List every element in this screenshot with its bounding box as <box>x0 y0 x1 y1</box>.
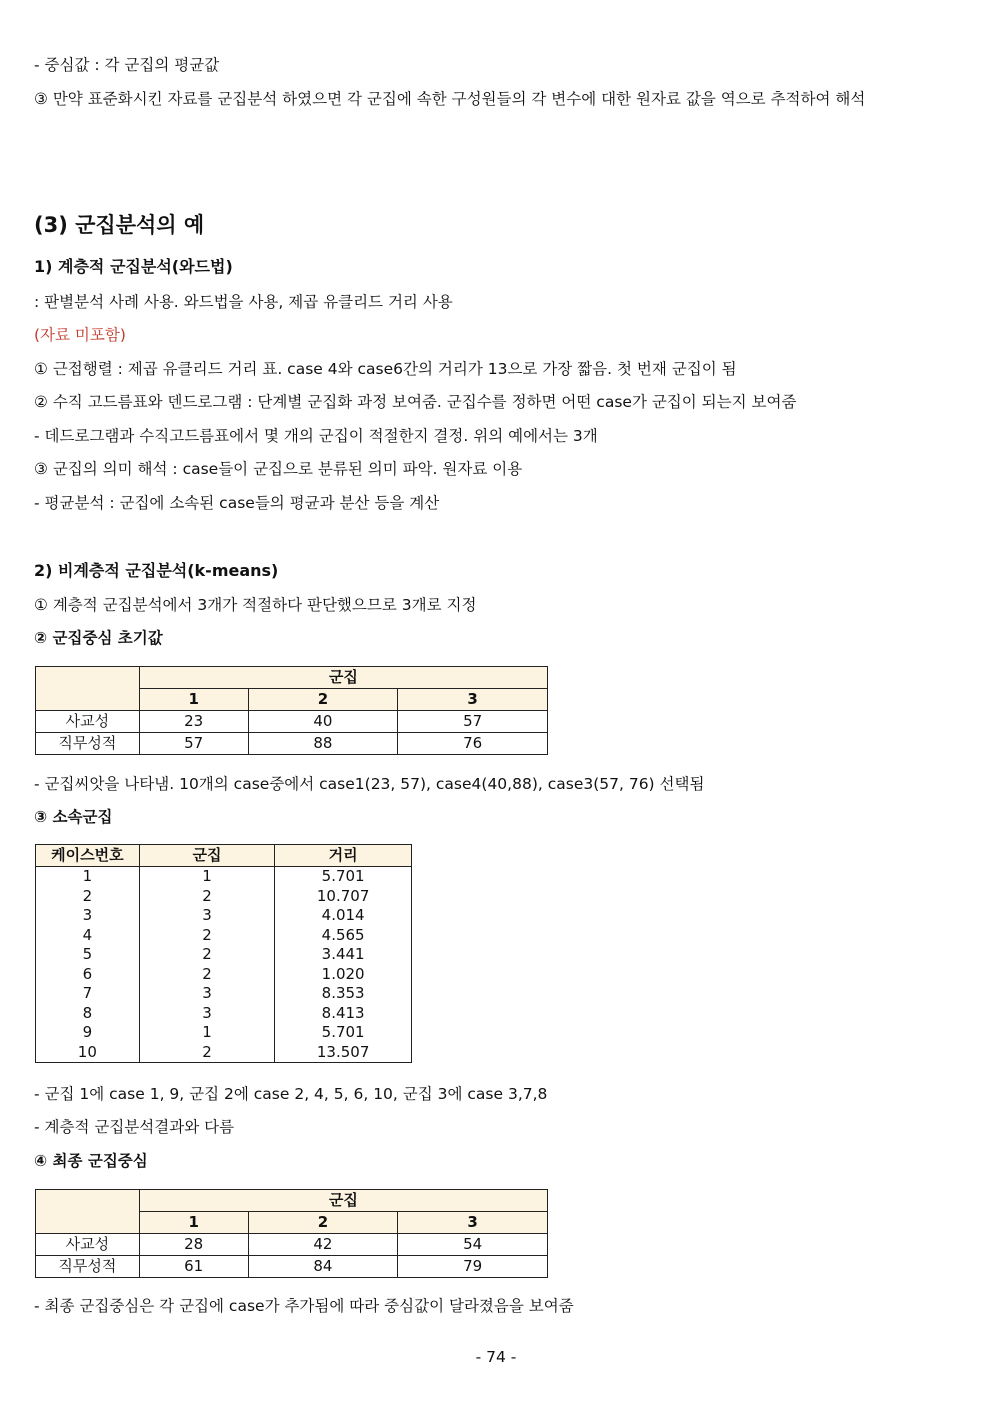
table-row <box>36 1256 548 1278</box>
table-cell: 5.701 <box>275 867 412 887</box>
table-cell: 84 <box>248 1256 398 1278</box>
table-cell: 2 <box>139 926 275 946</box>
table-cell: 76 <box>398 733 548 755</box>
text-line-note-red: (자료 미포함) <box>34 326 126 344</box>
text-line-difference: - 계층적 군집분석결과와 다름 <box>34 1118 235 1136</box>
text-line-seeds: - 군집씨앗을 나타냄. 10개의 case중에서 case1(23, 57), case4(40,88), case3(57, 76) 선택됨 <box>34 775 705 793</box>
text-line-membership-summary: - 군집 1에 case 1, 9, 군집 2에 case 2, 4, 5, 6, 10, 군집 3에 case 3,7,8 <box>34 1085 548 1103</box>
label-initial-centers: ② 군집중심 초기값 <box>34 629 163 647</box>
table-cell: 5.701 <box>275 1023 412 1043</box>
table-membership <box>35 844 412 1063</box>
table-col-header: 2 <box>248 689 398 711</box>
table-final-centers <box>35 1189 548 1278</box>
text-line-method: : 판별분석 사례 사용. 와드법을 사용, 제곱 유클리드 거리 사용 <box>34 293 453 311</box>
table-cell: 61 <box>139 1256 248 1278</box>
table-cell: 2 <box>139 887 275 907</box>
text-line-k-selection: ① 계층적 군집분석에서 3개가 적절하다 판단했으므로 3개로 지정 <box>34 596 477 614</box>
section-title: (3) 군집분석의 예 <box>34 213 205 237</box>
table-cell: 88 <box>248 733 398 755</box>
text-line-centroid-def: - 중심값 : 각 군집의 평균값 <box>34 56 220 74</box>
text-line-dendrogram: - 데드로그램과 수직고드름표에서 몇 개의 군집이 적절한지 결정. 위의 예에서는 3개 <box>34 427 598 445</box>
table-cell: 7 <box>36 984 140 1004</box>
table-cell: 23 <box>139 711 248 733</box>
table-cell: 3 <box>36 906 140 926</box>
table-group-header: 군집 <box>139 1190 547 1212</box>
table-row <box>36 926 412 946</box>
table-row <box>36 984 412 1004</box>
table-cell: 10 <box>36 1043 140 1063</box>
table-cell: 5 <box>36 945 140 965</box>
table-col-header: 1 <box>139 689 248 711</box>
table-row <box>36 887 412 907</box>
table-row-label: 직무성적 <box>36 1256 140 1278</box>
table-col-header: 케이스번호 <box>36 845 140 867</box>
table-cell: 3.441 <box>275 945 412 965</box>
table-col-header: 1 <box>139 1212 248 1234</box>
table-cell: 57 <box>139 733 248 755</box>
table-row <box>36 965 412 985</box>
table-cell: 42 <box>248 1234 398 1256</box>
table-cell: 2 <box>36 887 140 907</box>
table-cell: 10.707 <box>275 887 412 907</box>
table-row <box>36 733 548 755</box>
table-row <box>36 945 412 965</box>
text-line-interpretation: ③ 군집의 의미 해석 : case들이 군집으로 분류된 의미 파악. 원자료 이용 <box>34 460 523 478</box>
table-cell: 4.565 <box>275 926 412 946</box>
table-col-header: 2 <box>248 1212 398 1234</box>
table-cell: 57 <box>398 711 548 733</box>
table-cell: 4 <box>36 926 140 946</box>
table-cell: 8 <box>36 1004 140 1024</box>
table-row <box>36 1023 412 1043</box>
table-cell: 8.353 <box>275 984 412 1004</box>
page-number: - 74 - <box>475 1348 517 1366</box>
table-cell: 6 <box>36 965 140 985</box>
table-row <box>36 1234 548 1256</box>
table-cell: 8.413 <box>275 1004 412 1024</box>
text-line-icicle: ② 수직 고드름표와 덴드로그램 : 단계별 군집화 과정 보여줌. 군집수를 정하면 어떤 case가 군집이 되는지 보여줌 <box>34 393 797 411</box>
table-cell: 28 <box>139 1234 248 1256</box>
table-cell: 13.507 <box>275 1043 412 1063</box>
table-cell: 40 <box>248 711 398 733</box>
table-cell: 1 <box>36 867 140 887</box>
table-corner-cell <box>36 667 140 711</box>
table-cell: 1 <box>139 867 275 887</box>
table-cell: 9 <box>36 1023 140 1043</box>
table-row <box>36 1004 412 1024</box>
text-line-mean-analysis: - 평균분석 : 군집에 소속된 case들의 평균과 분산 등을 계산 <box>34 494 440 512</box>
table-row <box>36 906 412 926</box>
table-cell: 3 <box>139 906 275 926</box>
table-corner-cell <box>36 1190 140 1234</box>
table-row-label: 사교성 <box>36 1234 140 1256</box>
table-row <box>36 1043 412 1063</box>
table-cell: 3 <box>139 984 275 1004</box>
label-final-centers: ④ 최종 군집중심 <box>34 1152 148 1170</box>
table-cell: 1.020 <box>275 965 412 985</box>
table-col-header: 3 <box>398 1212 548 1234</box>
table-cell: 3 <box>139 1004 275 1024</box>
subsection-title-kmeans: 2) 비계층적 군집분석(k-means) <box>34 561 279 580</box>
table-initial-centers <box>35 666 548 755</box>
table-cell: 1 <box>139 1023 275 1043</box>
text-paragraph-standardized: ③ 만약 표준화시킨 자료를 군집분석 하였으면 각 군집에 속한 구성원들의 각 변수에 대한 원자료 값을 역으로 추적하여 해석 <box>34 90 866 108</box>
table-row-label: 직무성적 <box>36 733 140 755</box>
table-cell: 2 <box>139 945 275 965</box>
table-col-header: 거리 <box>275 845 412 867</box>
text-line-proximity: ① 근접행렬 : 제곱 유클리드 거리 표. case 4와 case6간의 거리가 13으로 가장 짧음. 첫 번재 군집이 됨 <box>34 360 737 378</box>
table-cell: 2 <box>139 1043 275 1063</box>
subsection-title-hierarchical: 1) 계층적 군집분석(와드법) <box>34 257 233 276</box>
table-group-header: 군집 <box>139 667 547 689</box>
table-cell: 54 <box>398 1234 548 1256</box>
table-row <box>36 867 412 887</box>
table-cell: 2 <box>139 965 275 985</box>
table-cell: 4.014 <box>275 906 412 926</box>
table-row <box>36 711 548 733</box>
table-cell: 79 <box>398 1256 548 1278</box>
label-membership: ③ 소속군집 <box>34 808 113 826</box>
table-col-header: 3 <box>398 689 548 711</box>
table-col-header: 군집 <box>139 845 275 867</box>
text-line-final-summary: - 최종 군집중심은 각 군집에 case가 추가됨에 따라 중심값이 달라졌음을 보여줌 <box>34 1297 574 1315</box>
table-row-label: 사교성 <box>36 711 140 733</box>
